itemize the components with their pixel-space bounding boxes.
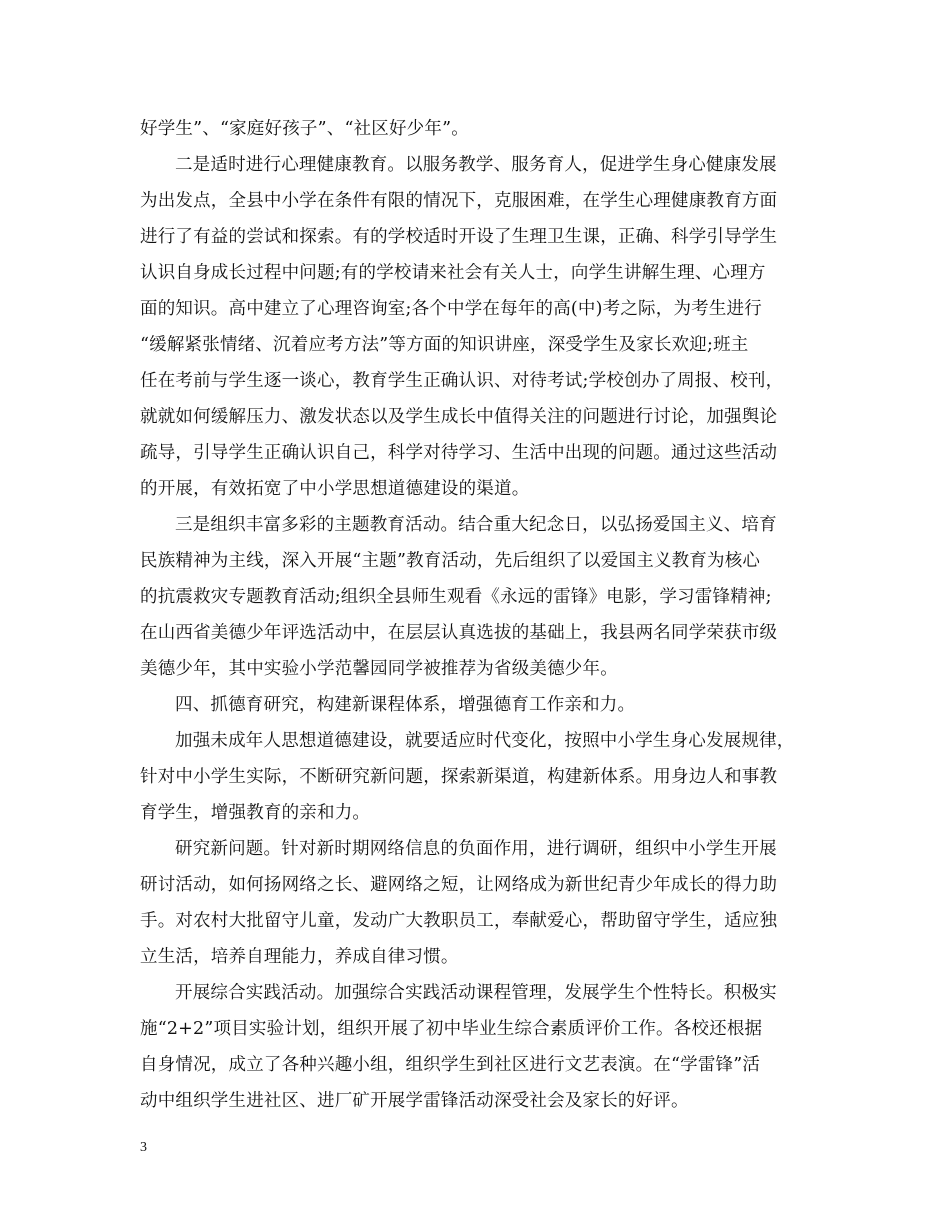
text-line: 面的知识。高中建立了心理咨询室;各个中学在每年的高(中)考之际，为考生进行 [140, 299, 762, 319]
text-line: 研究新问题。针对新时期网络信息的负面作用，进行调研，组织中小学生开展 [175, 839, 777, 859]
text-line: 育学生，增强教育的亲和力。 [140, 803, 371, 823]
text-line: 好学生”、“家庭好孩子”、“社区好少年”。 [140, 119, 469, 139]
text-line: 立生活，培养自理能力，养成自律习惯。 [140, 947, 459, 967]
text-line: 的抗震救灾专题教育活动;组织全县师生观看《永远的雷锋》电影，学习雷锋精神; [140, 587, 772, 607]
text-line: 自身情况，成立了各种兴趣小组，组织学生到社区进行文艺表演。在“学雷锋”活 [140, 1055, 761, 1075]
text-line: 美德少年，其中实验小学范馨园同学被推荐为省级美德少年。 [140, 659, 618, 679]
text-line: 动中组织学生进社区、进厂矿开展学雷锋活动深受社会及家长的好评。 [140, 1091, 689, 1111]
text-line: 进行了有益的尝试和探索。有的学校适时开设了生理卫生课，正确、科学引导学生 [140, 227, 778, 247]
text-line: 开展综合实践活动。加强综合实践活动课程管理，发展学生个性特长。积极实 [175, 983, 777, 1003]
text-line: 认识自身成长过程中问题;有的学校请来社会有关人士，向学生讲解生理、心理方 [140, 263, 766, 283]
text-line: 民族精神为主线，深入开展“主题”教育活动，先后组织了以爱国主义教育为核心 [140, 551, 761, 571]
section-heading: 四、抓德育研究，构建新课程体系，增强德育工作亲和力。 [175, 695, 636, 715]
text-line: 施“2+2”项目实验计划，组织开展了初中毕业生综合素质评价工作。各校还根据 [140, 1019, 763, 1039]
text-line: 为出发点，全县中小学在条件有限的情况下，克服困难，在学生心理健康教育方面 [140, 191, 778, 211]
text-line: 手。对农村大批留守儿童，发动广大教职员工，奉献爱心，帮助留守学生，适应独 [140, 911, 778, 931]
text-line: 的开展，有效拓宽了中小学思想道德建设的渠道。 [140, 479, 530, 499]
text-line: 二是适时进行心理健康教育。以服务教学、服务育人，促进学生身心健康发展 [175, 155, 777, 175]
text-line: 疏导，引导学生正确认识自己，科学对待学习、生活中出现的问题。通过这些活动 [140, 443, 778, 463]
text-line: “缓解紧张情绪、沉着应考方法”等方面的知识讲座，深受学生及家长欢迎;班主 [140, 335, 749, 355]
text-line: 任在考前与学生逐一谈心，教育学生正确认识、对待考试;学校创办了周报、校刊， [140, 371, 784, 391]
text-line: 三是组织丰富多彩的主题教育活动。结合重大纪念日，以弘扬爱国主义、培育 [175, 515, 777, 535]
page-number: 3 [140, 1140, 147, 1155]
text-line: 研讨活动，如何扬网络之长、避网络之短，让网络成为新世纪青少年成长的得力助 [140, 875, 778, 895]
text-line: 在山西省美德少年评选活动中，在层层认真选拔的基础上，我县两名同学荣获市级 [140, 623, 778, 643]
text-line: 针对中小学生实际，不断研究新问题，探索新渠道，构建新体系。用身边人和事教 [140, 767, 778, 787]
text-line: 就就如何缓解压力、激发状态以及学生成长中值得关注的问题进行讨论，加强舆论 [140, 407, 778, 427]
text-line: 加强未成年人思想道德建设，就要适应时代变化，按照中小学生身心发展规律， [175, 731, 795, 751]
